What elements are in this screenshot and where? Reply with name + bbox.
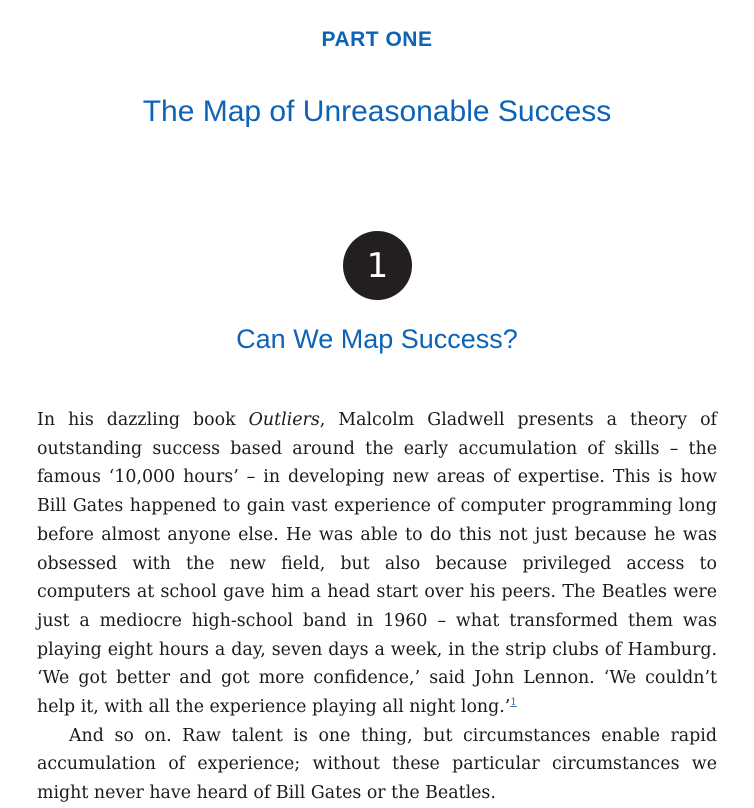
- paragraph-1: [37, 406, 717, 722]
- footnote-link[interactable]: 1: [510, 697, 517, 709]
- chapter-number-badge: [343, 231, 412, 300]
- part-label: PART ONE: [321, 28, 433, 51]
- paragraph-1-text: , Malcolm Gladwell presents a theory of outstanding success based around the early accumulation of skills – the famous ‘10,000 hours’ – in developing new areas of expertise. This is how Bill Gates happened to gain vast experience of computer programming long before almost anyone else. He was able to do this not just because he was obsessed with the new field, but also because privileged access to computers at school gave him a head start over his peers. The Beatles were just a mediocre high-school band in 1960 – what transformed them was playing eight hours a day, seven days a week, in the strip clubs of Hamburg. ‘We got better and got more confidence,’ said John Lennon. ‘We couldn’t help it, with all the experience playing all night long.’: [37, 410, 717, 718]
- paragraph-1-intro: In his dazzling book: [37, 410, 249, 430]
- book-title: Outliers: [248, 410, 320, 430]
- chapter-title: Can We Map Success?: [236, 324, 518, 354]
- chapter-body: [37, 406, 717, 808]
- part-title: The Map of Unreasonable Success: [142, 95, 612, 128]
- paragraph-2: And so on. Raw talent is one thing, but circumstances enable rapid accumulation of experience; without these particular circumstances we might never have heard of Bill Gates or the Beatles.: [37, 725, 717, 804]
- chapter-number: 1: [366, 245, 389, 286]
